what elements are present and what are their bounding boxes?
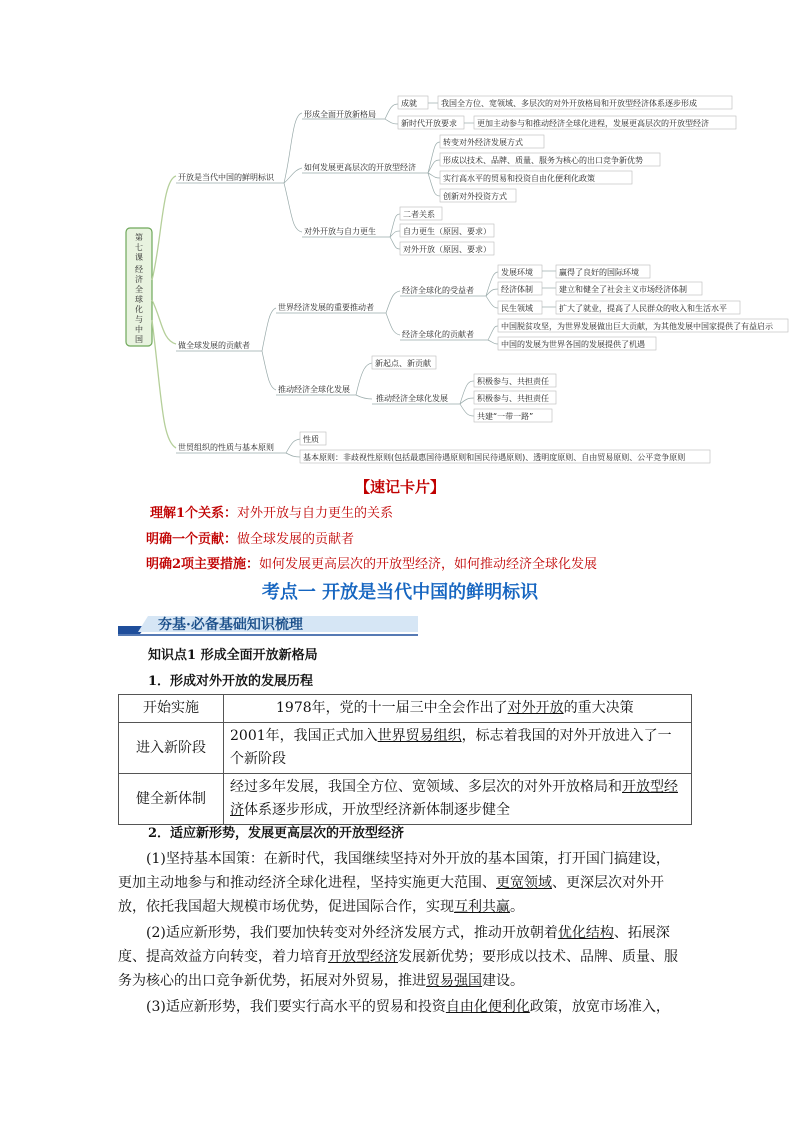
mindmap-b3-2: 基本原则：非歧视性原则(包括最惠国待遇原则和国民待遇原则)、透明度原则、自由贸易原则、公平竞争原则 — [303, 453, 686, 462]
key-line-3 — [146, 553, 597, 572]
text-span: 经过多年发展，我国全方位、宽领域、多层次的对外开放格局和 — [230, 779, 622, 795]
history-table — [118, 694, 692, 825]
svg-text:球: 球 — [135, 295, 143, 304]
text-span: 的重大决策 — [563, 700, 634, 716]
mindmap-b2-1-1b: 经济体制 — [501, 285, 533, 294]
key-line-1-value: 对外开放与自力更生的关系 — [237, 506, 394, 521]
text-span: 、更深层次对外开放，依托我国超大规模市场优势，促进国际合作，实现 — [118, 875, 664, 915]
memory-card-title: 【速记卡片】 — [354, 478, 445, 496]
svg-text:国: 国 — [135, 335, 143, 344]
text-span: ，标志着我国的对外开放进入了一个新阶段 — [230, 728, 672, 767]
text-span: 。 — [510, 899, 524, 915]
mindmap-b1-3-3: 对外开放（原因、要求） — [403, 245, 491, 254]
svg-text:化: 化 — [135, 305, 143, 314]
mindmap-b1-1: 形成全面开放新格局 — [304, 110, 376, 119]
table-cell-label: 健全新体制 — [119, 774, 224, 825]
mindmap-b2-2-2b: 积极参与、共担责任 — [477, 394, 549, 403]
section-banner-label: 夯基·必备基础知识梳理 — [158, 617, 303, 633]
heading-2: 2．适应新形势，发展更高层次的开放型经济 — [148, 826, 405, 841]
mindmap-b2-1-1a: 发展环境 — [501, 268, 533, 277]
text-span: 1978年，党的十一届三中全会作出了 — [276, 700, 508, 716]
mindmap-b1-3: 对外开放与自力更生 — [304, 227, 376, 236]
mindmap-center-label — [135, 232, 143, 344]
mindmap-b2-2-2c: 共建“一带一路” — [477, 412, 534, 421]
mindmap-branch-3: 世贸组织的性质与基本原则 — [178, 443, 274, 452]
knowledge-point-1: 知识点1 形成全面开放新格局 — [148, 648, 318, 663]
svg-text:济: 济 — [135, 275, 143, 284]
key-line-2 — [146, 528, 354, 547]
text-span: 发展新优势；要形成以技术、品牌、质量、服务为核心的出口竞争新优势，拓展对外贸易，推进 — [118, 949, 678, 989]
mindmap-b1-1-2a: 更加主动参与和推动经济全球化进程，发展更高层次的开放型经济 — [477, 119, 709, 128]
svg-text:经: 经 — [135, 265, 143, 274]
mindmap-b2-1-1c1: 扩大了就业，提高了人民群众的收入和生活水平 — [559, 304, 727, 313]
key-line-1 — [150, 502, 393, 521]
mind-map — [0, 0, 800, 470]
key-line-2-value: 做全球发展的贡献者 — [237, 532, 355, 547]
underlined-term: 更宽领域 — [496, 875, 552, 891]
mindmap-b2-1-2b: 中国的发展为世界各国的发展提供了机遇 — [501, 340, 645, 349]
table-cell-label: 进入新阶段 — [119, 723, 224, 774]
mindmap-b1-1-2: 新时代开放要求 — [401, 119, 457, 128]
mindmap-branch-2: 做全球发展的贡献者 — [178, 341, 250, 350]
mindmap-b2-1-2: 经济全球化的贡献者 — [402, 330, 474, 339]
underlined-term: 优化结构 — [557, 925, 614, 941]
underlined-term: 世界贸易组织 — [377, 728, 462, 744]
key-line-2-label: 明确一个贡献： — [146, 532, 238, 547]
mindmap-b1-3-2: 自力更生（原因、要求） — [403, 227, 491, 236]
paragraph-1 — [118, 847, 678, 919]
text-span: (3)适应新形势，我们要实行高水平的贸易和投资 — [146, 999, 446, 1015]
svg-text:中: 中 — [135, 325, 143, 334]
mindmap-b1-2-1: 转变对外经济发展方式 — [443, 138, 523, 147]
mindmap-b1-2: 如何发展更高层次的开放型经济 — [304, 163, 416, 172]
key-line-1-label: 理解1个关系： — [150, 506, 238, 521]
mindmap-b1-1-1: 成就 — [401, 99, 417, 108]
mindmap-b2-1: 世界经济发展的重要推动者 — [278, 303, 374, 312]
table-row — [119, 695, 692, 723]
table-cell-content — [224, 723, 692, 774]
mindmap-b1-3-1: 二者关系 — [403, 210, 435, 219]
table-cell-content — [224, 695, 692, 723]
mindmap-b1-2-3: 实行高水平的贸易和投资自由化便利化政策 — [443, 174, 595, 183]
table-row — [119, 774, 692, 825]
mindmap-b1-1-1a: 我国全方位、宽领域、多层次的对外开放格局和开放型经济体系逐步形成 — [441, 99, 697, 108]
text-span: 2001年，我国正式加入 — [230, 728, 378, 744]
underlined-term: 开放型经济 — [230, 779, 678, 818]
mindmap-b1-2-2: 形成以技术、品牌、质量、服务为核心的出口竞争新优势 — [443, 156, 643, 165]
mindmap-b2-1-1c: 民生领域 — [501, 304, 533, 313]
svg-text:与: 与 — [135, 315, 143, 324]
svg-text:七: 七 — [135, 243, 143, 252]
paragraph-3 — [118, 995, 678, 1019]
mindmap-b2-1-1b1: 建立和健全了社会主义市场经济体制 — [559, 285, 687, 294]
mindmap-b2-2-2: 推动经济全球化发展 — [376, 394, 448, 403]
exam-point-title: 考点一 开放是当代中国的鲜明标识 — [261, 582, 539, 603]
svg-text:全: 全 — [135, 285, 143, 294]
text-span: 建设。 — [482, 973, 524, 989]
mindmap-b2-2-2a: 积极参与、共担责任 — [477, 377, 549, 386]
heading-1: 1．形成对外开放的发展历程 — [148, 674, 314, 689]
mindmap-b1-2-4: 创新对外投资方式 — [443, 192, 507, 201]
svg-text:课: 课 — [135, 253, 143, 262]
table-cell-content — [224, 774, 692, 825]
mindmap-b3-1: 性质 — [303, 435, 319, 444]
underlined-term: 互利共赢 — [454, 899, 510, 915]
mindmap-branch-1: 开放是当代中国的鲜明标识 — [178, 173, 274, 182]
mindmap-b2-1-1a1: 赢得了良好的国际环境 — [559, 268, 639, 277]
underlined-term: 自由化便利化 — [445, 999, 530, 1015]
table-row — [119, 723, 692, 774]
mindmap-b2-1-1: 经济全球化的受益者 — [402, 286, 474, 295]
text-span: (2)适应新形势，我们要加快转变对外经济发展方式，推动开放朝着 — [146, 925, 558, 941]
key-line-3-value: 如何发展更高层次的开放型经济，如何推动经济全球化发展 — [259, 557, 598, 572]
paragraph-2 — [118, 921, 678, 993]
text-span: 政策，放宽市场准入， — [529, 999, 670, 1015]
mindmap-b2-2: 推动经济全球化发展 — [278, 385, 350, 394]
mindmap-b2-1-2a: 中国脱贫攻坚，为世界发展做出巨大贡献，为其他发展中国家提供了有益启示 — [501, 322, 773, 331]
mindmap-b2-2-1: 新起点、新贡献 — [375, 359, 431, 368]
key-line-3-label: 明确2项主要措施： — [146, 557, 260, 572]
underlined-term: 对外开放 — [507, 700, 564, 716]
underlined-term: 开放型经济 — [328, 949, 398, 965]
text-span: (1)坚持基本国策：在新时代，我国继续坚持对外开放的基本国策，打开国门搞建设，更加主动地参与和推动经济全球化进程，坚持实施更大范围、 — [118, 851, 670, 891]
svg-text:第: 第 — [135, 233, 143, 242]
text-span: 体系逐步形成，开放型经济新体制逐步健全 — [244, 802, 510, 818]
table-cell-label: 开始实施 — [119, 695, 224, 723]
underlined-term: 贸易强国 — [426, 973, 482, 989]
text-span: 、拓展深度、提高效益方向转变，着力培育 — [118, 925, 670, 965]
